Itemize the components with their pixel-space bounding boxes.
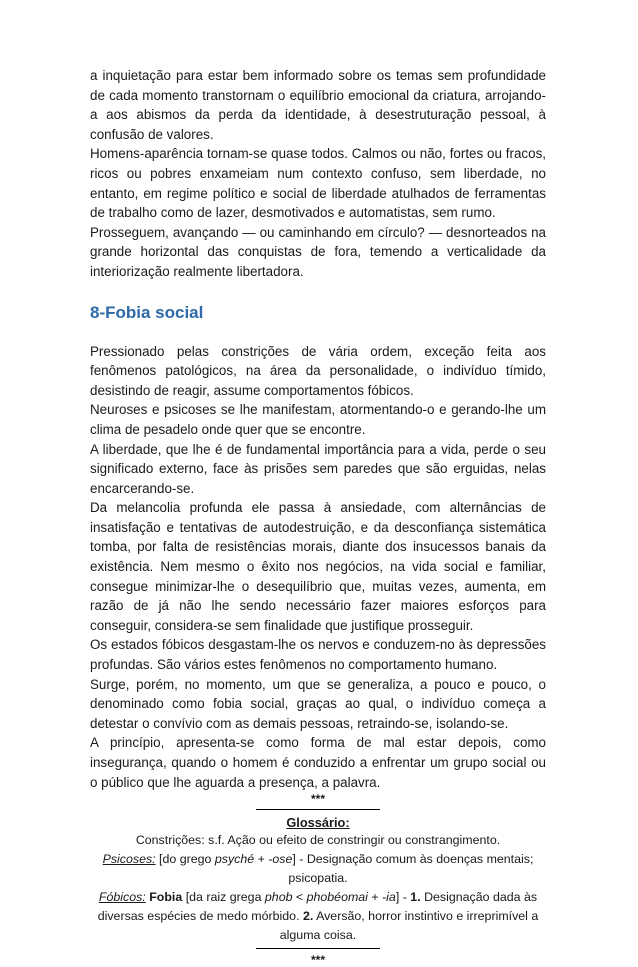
- section-paragraph-3: A liberdade, que lhe é de fundamental importância para a vida, perde o seu significado externo, face às prisões sem paredes que são erguidas, nelas encarcerando-se.: [90, 441, 546, 496]
- separator-rule-bottom: [256, 948, 380, 949]
- glossary-text: +: [254, 852, 269, 867]
- greek-word: phobéomai: [306, 890, 368, 905]
- glossary-text: [da raiz grega: [182, 890, 265, 905]
- definition-number: 1.: [410, 890, 421, 905]
- section-heading: 8-Fobia social: [90, 302, 204, 322]
- section-paragraph-1: Pressionado pelas constrições de vária ordem, exceção feita aos fenômenos patológicos, na área da personalidade, o indivíduo tímido, desistindo de reagir, assume comportamentos fóbicos.: [90, 343, 546, 398]
- glossary-entry-psicoses: [90, 850, 546, 888]
- document-page: [90, 66, 546, 967]
- separator-stars-top: ***: [310, 792, 325, 807]
- greek-word: psyché: [214, 852, 255, 867]
- glossary-entry-fobicos: [90, 888, 546, 945]
- section-paragraph-5: Os estados fóbicos desgastam-lhe os nervos e conduzem-no às depressões profundas. São vários estes fenômenos no comportamento humano.: [90, 637, 546, 673]
- glossary-term-psicoses: Psicoses:: [102, 852, 156, 867]
- glossary-entry-constricoes: Constrições: s.f. Ação ou efeito de constringir ou constrangimento.: [135, 833, 501, 848]
- definition-number: 2.: [302, 909, 314, 924]
- glossary-title: Glossário:: [286, 815, 350, 831]
- intro-paragraph-2: Homens-aparência tornam-se quase todos. Calmos ou não, fortes ou fracos, ricos ou pobres enxameiam num contexto confuso, sem liberdade, no entanto, em regime político e social de liberdade atulhados de ferramentas de trabalho como de lazer, desmotivados e automatistas, sem rumo.: [90, 146, 546, 221]
- section-paragraph-2: Neuroses e psicoses se lhe manifestam, atormentando-o e gerando-lhe um clima de pesadelo onde quer que se encontre.: [90, 402, 546, 437]
- greek-root: phob: [264, 890, 293, 905]
- separator-stars-bottom: ***: [310, 953, 325, 967]
- separator-rule-top: [256, 809, 380, 810]
- glossary-text: <: [292, 890, 307, 905]
- suffix: -ose: [268, 852, 293, 867]
- intro-paragraph-3: Prosseguem, avançando — ou caminhando em círculo? — desnorteados na grande horizontal das conquistas de fora, temendo a verticalidade da interiorização realmente libertadora.: [90, 224, 546, 279]
- section-paragraph-7: A princípio, apresenta-se como forma de mal estar depois, como insegurança, quando o homem é conduzido a enfrentar um grupo social ou o público que lhe aguarda a presença, a palavra.: [90, 735, 546, 790]
- section-paragraph-6: Surge, porém, no momento, um que se generaliza, a pouco e pouco, o denominado como fobia social, graças ao qual, o indivíduo começa a detestar o convívio com as demais pessoas, retraindo-se, isolando-se.: [90, 676, 546, 731]
- glossary-headword: Fobia: [149, 890, 183, 905]
- glossary-text: Designação dada às diversas espécies de medo mórbido.: [97, 890, 538, 924]
- suffix: -ia: [382, 890, 396, 905]
- glossary-text: [do grego: [155, 852, 215, 867]
- glossary-text: +: [367, 890, 383, 905]
- glossary-text: ] - Designação comum às doenças mentais; psicopatia.: [288, 852, 534, 886]
- glossary-text: ] -: [395, 890, 411, 905]
- glossary-term-fobicos: Fóbicos:: [98, 890, 146, 905]
- glossary-text: Aversão, horror instintivo e irreprimível a alguma coisa.: [279, 909, 539, 943]
- section-paragraph-4: Da melancolia profunda ele passa à ansiedade, com alternâncias de insatisfação e tentativas de autodestruição, e da desconfiança sistemática tomba, por falta de resistências morais, diante dos insucessos banais da existência. Nem mesmo o êxito nos negócios, na vida social e familiar, consegue minimizar-lhe o desequilíbrio que, muitas vezes, aumenta, em razão de já não lhe sendo necessário fazer maiores esforços para conseguir, considera-se sem finalidade que justifique prosseguir.: [90, 500, 546, 633]
- intro-paragraph-1: a inquietação para estar bem informado sobre os temas sem profundidade de cada momento transtornam o equilíbrio emocional da criatura, arrojando-a aos abismos da perda da identidade, à desestruturação pessoal, à confusão de valores.: [90, 68, 546, 142]
